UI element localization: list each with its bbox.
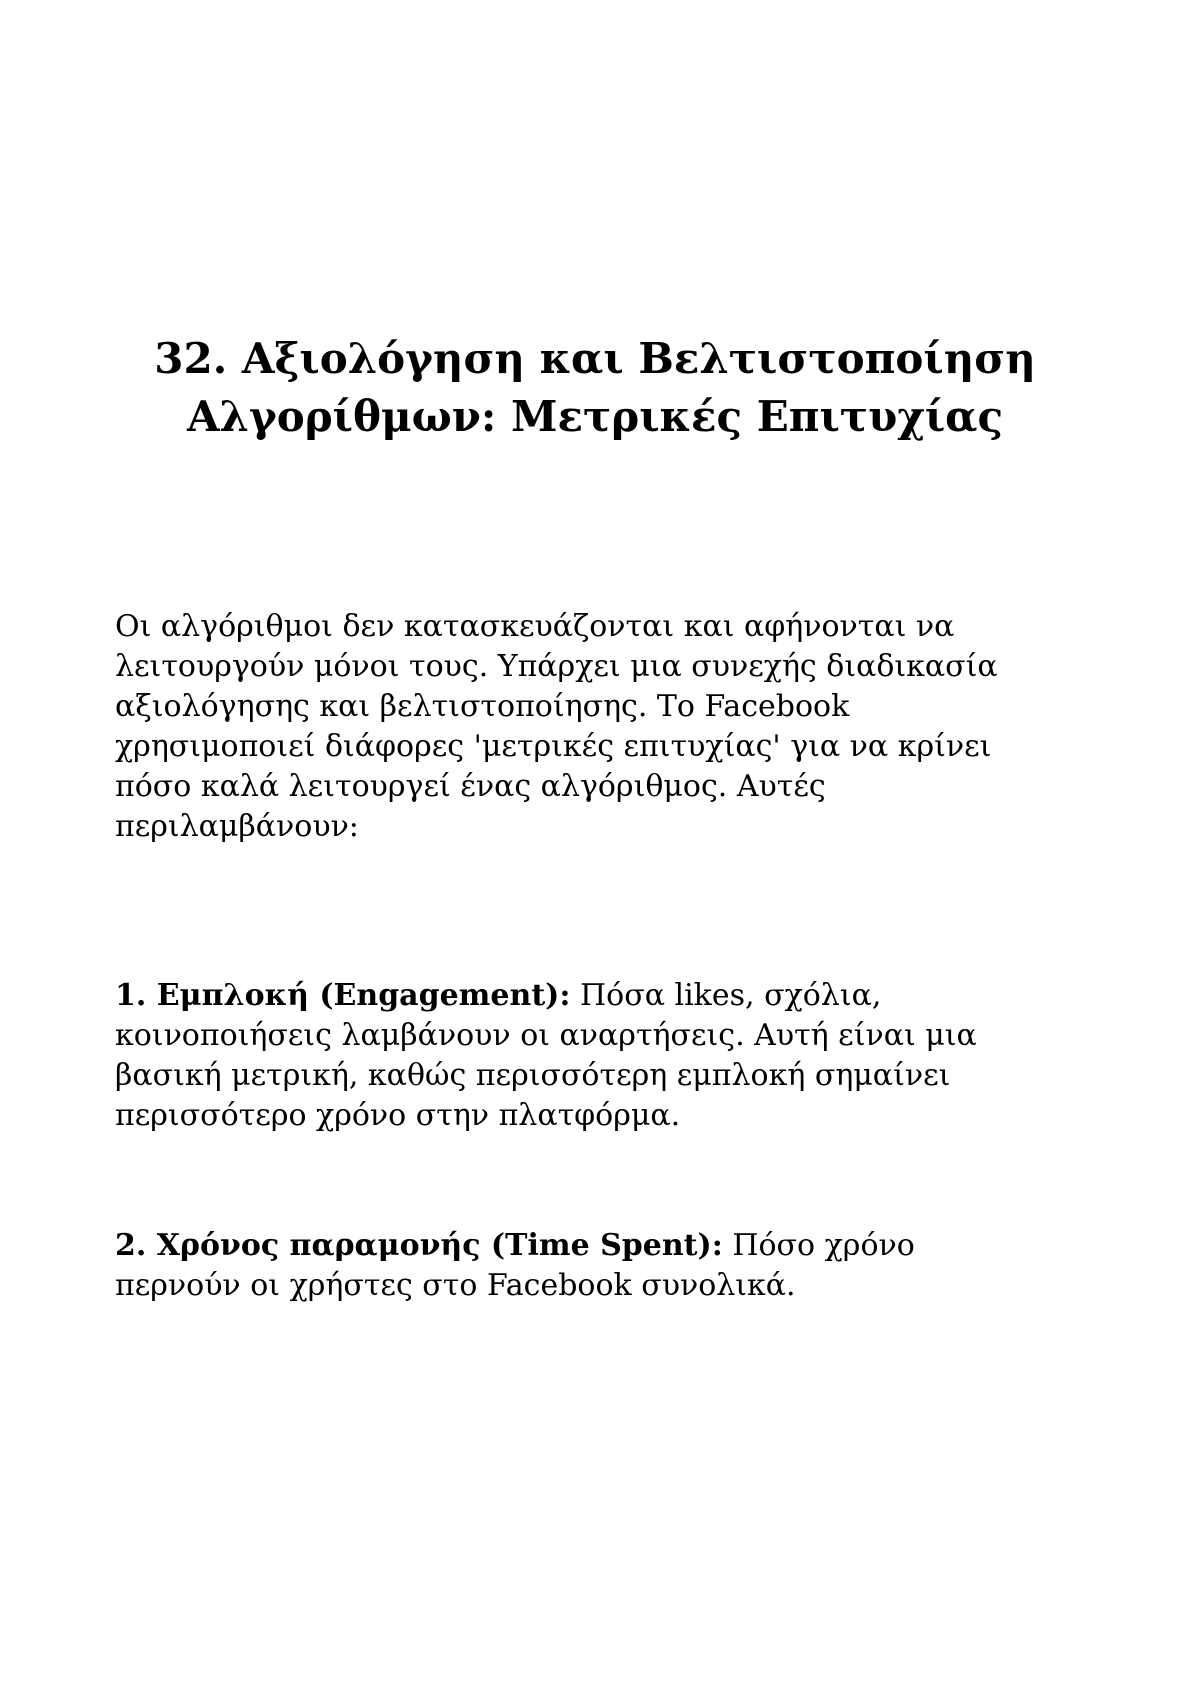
intro-line: Οι αλγόριθμοι δεν κατασκευάζονται και αφήνονται να — [115, 609, 955, 644]
intro-line: χρησιμοποιεί διάφορες 'μετρικές επιτυχίας' για να κρίνει — [115, 729, 992, 764]
item-line: Πόσο χρόνο — [732, 1228, 915, 1263]
intro-line: αξιολόγησης και βελτιστοποίησης. Το Facebook — [115, 689, 850, 724]
intro-line: πόσο καλά λειτουργεί ένας αλγόριθμος. Αυτές — [115, 769, 826, 804]
item-line: περνούν οι χρήστες στο Facebook συνολικά. — [115, 1268, 796, 1303]
item-line: κοινοποιήσεις λαμβάνουν οι αναρτήσεις. Αυτή είναι μια — [115, 1018, 977, 1053]
item-heading: 2. Χρόνος παραμονής (Time Spent): — [115, 1228, 723, 1263]
item-line: Πόσα likes, σχόλια, — [580, 978, 882, 1013]
title-line-2: Αλγορίθμων: Μετρικές Επιτυχίας — [186, 392, 1004, 441]
item-heading: 1. Εμπλοκή (Engagement): — [115, 978, 571, 1013]
title-line-1: 32. Αξιολόγηση και Βελτιστοποίηση — [154, 334, 1036, 383]
item-line: βασική μετρική, καθώς περισσότερη εμπλοκή σημαίνει — [115, 1058, 951, 1093]
intro-line: λειτουργούν μόνοι τους. Υπάρχει μια συνεχής διαδικασία — [115, 649, 998, 684]
intro-line: περιλαμβάνουν: — [115, 809, 359, 844]
page-title — [95, 330, 1095, 446]
list-item-engagement — [115, 976, 1075, 1136]
intro-paragraph — [115, 607, 1075, 847]
item-line: περισσότερο χρόνο στην πλατφόρμα. — [115, 1098, 681, 1133]
list-item-time-spent — [115, 1226, 1075, 1306]
